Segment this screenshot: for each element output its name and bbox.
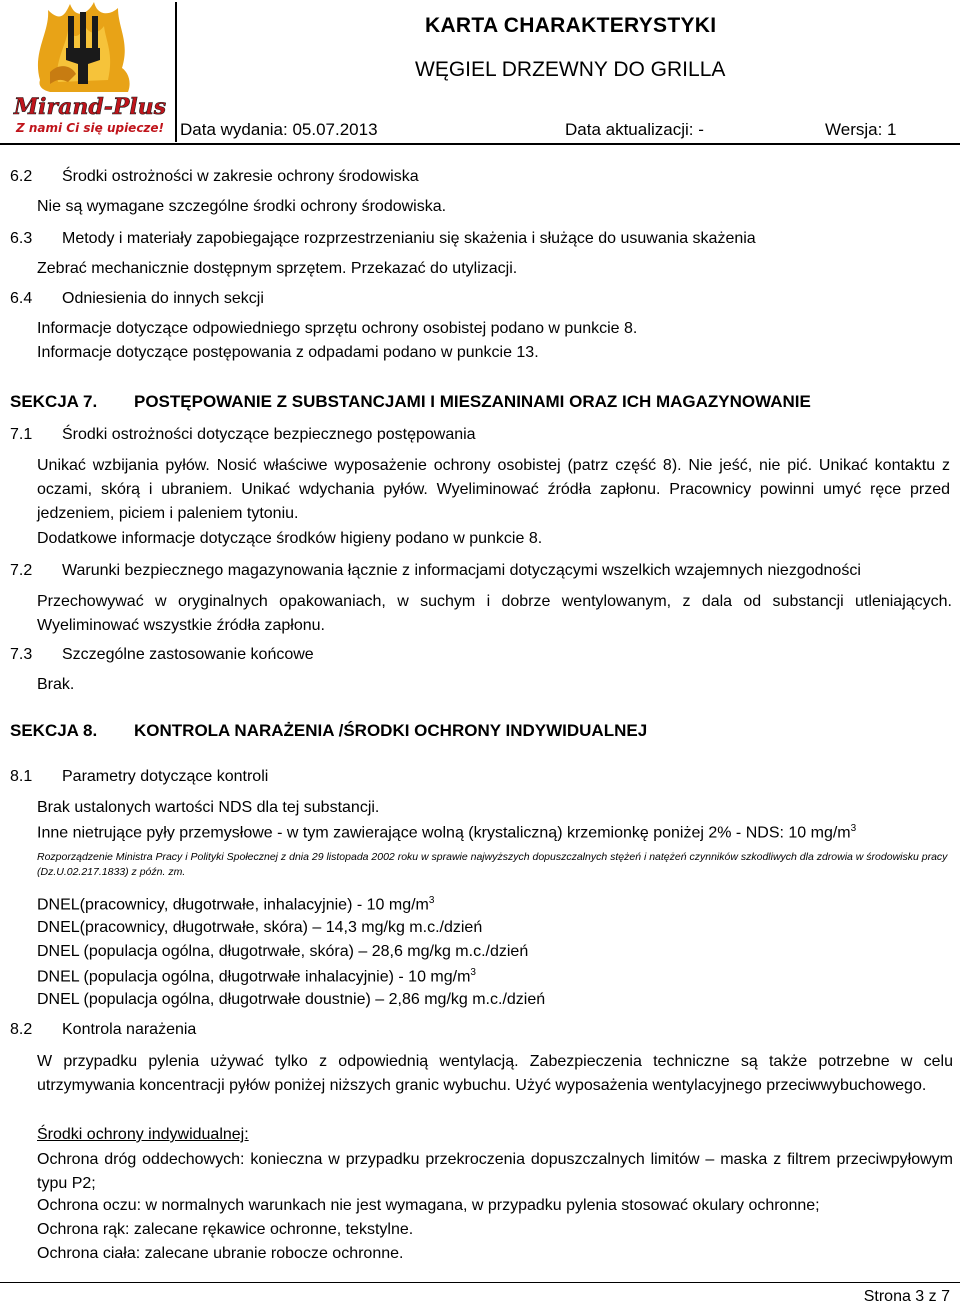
dnel-1-superscript: 3 — [428, 895, 435, 906]
body-protection: Ochrona ciała: zalecane ubranie robocze ochronne. — [37, 1245, 404, 1262]
hand-protection: Ochrona rąk: zalecane rękawice ochronne, tekstylne. — [37, 1221, 414, 1238]
document-title: KARTA CHARAKTERYSTYKI — [425, 14, 717, 37]
eye-protection: Ochrona oczu: w normalnych warunkach nie jest wymagana, w przypadku pylenia stosować okulary ochronne; — [37, 1197, 820, 1214]
dnel-line-1 — [37, 895, 434, 914]
section-7-3-title: Szczególne zastosowanie końcowe — [62, 646, 314, 663]
page-number: Strona 3 z 7 — [863, 1288, 950, 1305]
company-logo — [10, 2, 170, 138]
product-name: WĘGIEL DRZEWNY DO GRILLA — [415, 58, 726, 81]
dnel-1-text: DNEL(pracownicy, długotrwałe, inhalacyjnie) - 10 mg/m — [37, 896, 429, 914]
section-7-1-number: 7.1 — [10, 426, 33, 443]
section-8-2-text: W przypadku pylenia używać tylko z odpowiednią wentylacją. Zabezpieczenia techniczne są także potrzebne w celu utrzymywania koncentracji pyłów poniżej niższych granic wybuchu. Użyć wyposażenia wentylacyjnego przeciwwybuchowego. — [37, 1053, 953, 1094]
section-8-1-line1: Brak ustalonych wartości NDS dla tej substancji. — [37, 799, 380, 816]
dnel-line-2: DNEL(pracownicy, długotrwałe, skóra) – 14,3 mg/kg m.c./dzień — [37, 919, 483, 936]
section-6-4-number: 6.4 — [10, 290, 33, 307]
dnel-4-superscript: 3 — [470, 967, 476, 978]
section-8-2-title: Kontrola narażenia — [62, 1021, 197, 1038]
footer-divider — [0, 1282, 960, 1283]
dnel-line-5: DNEL (populacja ogólna, długotrwałe doustnie) – 2,86 mg/kg m.c./dzień — [37, 991, 546, 1008]
header-divider — [0, 143, 960, 145]
section-8-1-title: Parametry dotyczące kontroli — [62, 768, 269, 785]
nds-text: Inne nietrujące pyły przemysłowe - w tym zawierające wolną (krystaliczną) krzemionkę poniżej 2% - NDS: 10 mg/m — [37, 824, 851, 842]
section-7-label: SEKCJA 7. — [10, 392, 98, 411]
section-6-3-title: Metody i materiały zapobiegające rozprzestrzenianiu się skażenia i służące do usuwania skażenia — [62, 230, 756, 247]
section-7-2-text: Przechowywać w oryginalnych opakowaniach, w suchym i dobrze wentylowanym, z dala od substancji utleniających. Wyeliminować wszystkie źródła zapłonu. — [37, 593, 952, 634]
section-8-title: KONTROLA NARAŻENIA /ŚRODKI OCHRONY INDYWIDUALNEJ — [134, 721, 648, 740]
section-6-4-title: Odniesienia do innych sekcji — [62, 290, 264, 307]
section-6-2-number: 6.2 — [10, 168, 33, 185]
section-7-1-text: Unikać wzbijania pyłów. Nosić właściwe wyposażenie ochrony osobistej (patrz część 8). Nie jeść, nie pić. Unikać kontaktu z oczami, skórą i ubraniem. Unikać wdychania pyłów. Wyeliminować źródła zapłonu. Pracownicy powinni umyć ręce przed jedzeniem, piciem i paleniem tytoniu. — [37, 457, 950, 522]
section-8-label: SEKCJA 8. — [10, 721, 98, 740]
flame-fork-icon — [38, 2, 130, 92]
section-7-1-title: Środki ostrożności dotyczące bezpiecznego postępowania — [62, 426, 476, 443]
section-6-2-text: Nie są wymagane szczególne środki ochrony środowiska. — [37, 198, 447, 215]
regulation-note: Rozporządzenie Ministra Pracy i Polityki Społecznej z dnia 29 listopada 2002 roku w sprawie najwyższych dopuszczalnych stężeń i natężeń czynników szkodliwych dla zdrowia w środowisku pracy (Dz.U.02.217.1833) z późn. zm. — [37, 851, 948, 878]
update-date: Data aktualizacji: - — [565, 120, 704, 139]
nds-superscript: 3 — [850, 823, 857, 834]
section-7-1-text2: Dodatkowe informacje dotyczące środków higieny podano w punkcie 8. — [37, 530, 543, 547]
section-7-3-text: Brak. — [37, 676, 75, 693]
section-7-title: POSTĘPOWANIE Z SUBSTANCJAMI I MIESZANINAMI ORAZ ICH MAGAZYNOWANIE — [134, 392, 811, 411]
section-8-2-number: 8.2 — [10, 1021, 33, 1038]
issue-date: Data wydania: 05.07.2013 — [180, 120, 378, 139]
section-6-4-line2: Informacje dotyczące postępowania z odpadami podano w punkcie 13. — [37, 344, 539, 361]
ppe-heading: Środki ochrony indywidualnej: — [37, 1126, 249, 1143]
section-8-1-line2 — [37, 823, 856, 842]
logo-brand: Mirand-Plus — [13, 94, 167, 120]
section-6-3-text: Zebrać mechanicznie dostępnym sprzętem. Przekazać do utylizacji. — [37, 260, 518, 277]
section-6-2-title: Środki ostrożności w zakresie ochrony środowiska — [62, 168, 419, 185]
version: Wersja: 1 — [825, 120, 897, 139]
dnel-line-4 — [37, 967, 476, 986]
section-6-4-line1: Informacje dotyczące odpowiedniego sprzętu ochrony osobistej podano w punkcie 8. — [37, 320, 638, 337]
section-7-2-number: 7.2 — [10, 562, 33, 579]
section-6-3-number: 6.3 — [10, 230, 33, 247]
section-7-3-number: 7.3 — [10, 646, 33, 663]
logo-slogan: Z nami Ci się upiecze! — [15, 121, 165, 135]
header-divider-vertical — [175, 2, 177, 142]
dnel-4-text: DNEL (populacja ogólna, długotrwałe inhalacyjnie) - 10 mg/m — [37, 968, 471, 986]
section-7-2-title: Warunki bezpiecznego magazynowania łącznie z informacjami dotyczącymi wszelkich wzajemnych niezgodności — [62, 562, 861, 579]
section-8-1-number: 8.1 — [10, 768, 33, 785]
dnel-line-3: DNEL (populacja ogólna, długotrwałe, skóra) – 28,6 mg/kg m.c./dzień — [37, 943, 529, 960]
respiratory-protection: Ochrona dróg oddechowych: konieczna w przypadku przekroczenia dopuszczalnych limitów – maska z filtrem przeciwpyłowym typu P2; — [37, 1151, 953, 1192]
